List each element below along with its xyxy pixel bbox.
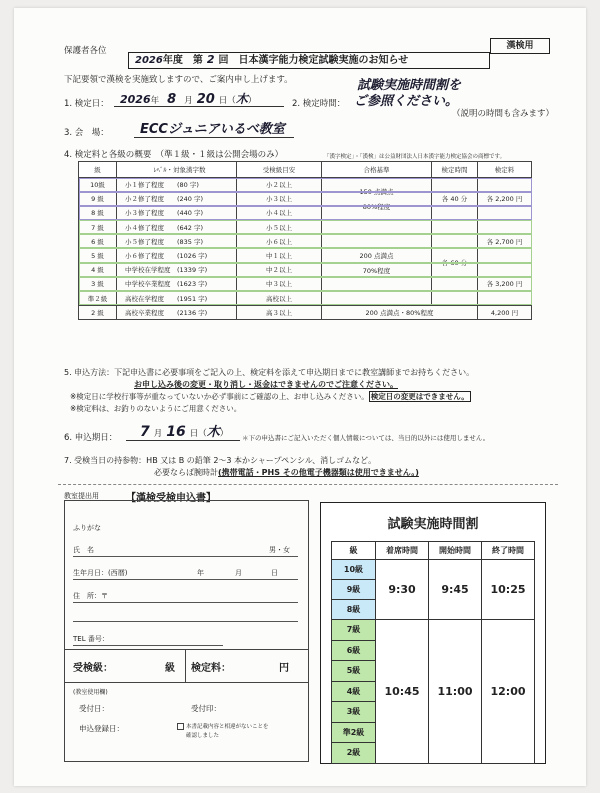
row-guide: 小５以上 <box>237 220 322 234</box>
fee-group-d: 4,200 円 <box>478 305 532 319</box>
confirm-checkbox[interactable] <box>177 723 184 730</box>
intro-text: 下記要領で漢検を実施致しますので、ご案内申し上げます。 <box>64 75 293 85</box>
pass-a-points: 150 点満点 <box>359 187 394 196</box>
deadline-date <box>126 421 240 441</box>
row-level: 8 級 <box>79 206 117 220</box>
tel-line[interactable] <box>73 645 223 646</box>
deadline-label: 6. 申込期日： <box>64 433 118 443</box>
date-month: 8 <box>167 92 177 107</box>
address-label: 住 所：〒 <box>73 592 108 600</box>
fee-group-c: 各 3,200 円 <box>478 263 532 306</box>
deadline-day-unit: 日（ <box>189 429 207 439</box>
school-event-text: ※検定日に学校行事等が重なっていないか必ず事前にご確認の上、お申し込みください。 <box>70 392 369 401</box>
row-target: 中学校卒業程度 (1623 字) <box>117 277 237 291</box>
row-target: 小１修了程度 (80 字) <box>117 178 237 192</box>
pass-group-a <box>322 178 432 221</box>
address-line-1[interactable] <box>73 602 298 603</box>
row-target: 小４修了程度 (642 字) <box>117 220 237 234</box>
schedule-box <box>320 502 546 764</box>
sched-level: 7級 <box>332 620 376 641</box>
row-target: 小３修了程度 (440 字) <box>117 206 237 220</box>
cut-line <box>58 484 558 485</box>
row-level: 6 級 <box>79 234 117 248</box>
time-hand-note-2: ご参照ください。 <box>354 94 459 109</box>
received-stamp-label: 受付印： <box>191 704 221 713</box>
sched-level: 6級 <box>332 640 376 661</box>
venue-label: 3. 会 場： <box>64 128 109 138</box>
row-level: 5 級 <box>79 248 117 262</box>
schedule-table <box>331 541 535 764</box>
office-use-label: (教室使用欄) <box>73 689 108 696</box>
row-level: 7 級 <box>79 220 117 234</box>
row-level: 準２級 <box>79 291 117 305</box>
table-row <box>79 178 532 192</box>
privacy-note: ＊下の申込書にご記入いただく個人情報については、当日的以外には使用しません。 <box>242 434 490 442</box>
birth-year-unit: 年 <box>197 569 204 577</box>
schedule-header-row <box>332 542 535 560</box>
sched-level: 9級 <box>332 580 376 600</box>
watch-text: 必要ならば腕時計 <box>154 468 218 477</box>
row-target: 高校卒業程度 (2136 字) <box>117 305 237 319</box>
sched-level: 8級 <box>332 600 376 620</box>
form-vdivider <box>185 650 186 682</box>
row-guide: 高校以上 <box>237 291 322 305</box>
table-row <box>79 305 532 319</box>
trademark-note: 「漢字検定」・「漢検」は公益財団法人日本漢字能力検定協会の商標です。 <box>324 154 506 160</box>
time-hand-note-1: 試験実施時間割を <box>357 78 462 93</box>
date-day-unit: 日（ <box>218 96 236 106</box>
row-level: 2 級 <box>79 305 117 319</box>
addressee: 保護者各位 <box>64 46 107 56</box>
row-target: 小５修了程度 (835 字) <box>117 234 237 248</box>
confirm-text-1: 本書記載内容と相違がないことを <box>186 724 269 730</box>
sched-level: 準2級 <box>332 722 376 743</box>
registered-label: 申込登録日： <box>79 724 124 733</box>
date-change-warning: 検定日の変更はできません。 <box>370 392 469 401</box>
notice-document <box>14 8 586 786</box>
fee-field-label: 検定料： <box>191 663 231 674</box>
items-to-bring: 7. 受検当日の持参物：HB 又は B の鉛筆 2～3 本かシャープペンシル、消しゴムなど。 <box>64 456 377 465</box>
page-title <box>128 52 490 69</box>
col-guide: 受検級目安 <box>237 162 322 178</box>
level-unit: 級 <box>165 663 175 674</box>
time-group-a: 各 40 分 <box>432 178 478 221</box>
row-guide: 小６以上 <box>237 234 322 248</box>
schedule-row <box>332 620 535 641</box>
col-target: ﾚﾍﾞﾙ・対象漢字数 <box>117 162 237 178</box>
schedule-title: 試験実施時間割 <box>387 517 479 532</box>
sched-start-b: 11:00 <box>429 620 482 764</box>
no-change-warning: お申し込み後の変更・取り消し・返金はできませんのでご注意ください。 <box>134 380 398 389</box>
watch-note <box>154 467 419 478</box>
form-office-label: 教室提出用 <box>64 492 99 500</box>
date-month-unit: 月 <box>184 96 193 106</box>
row-guide: 小４以上 <box>237 206 322 220</box>
deadline-month-unit: 月 <box>153 429 163 439</box>
sched-level: 2級 <box>332 743 376 764</box>
row-guide: 小３以上 <box>237 192 322 206</box>
birth-label: 生年月日：(西暦) <box>73 569 128 577</box>
sched-start-a: 9:45 <box>429 560 482 620</box>
sched-level: 10級 <box>332 560 376 580</box>
sched-level: 5級 <box>332 661 376 682</box>
col-level: 級 <box>79 162 117 178</box>
date-close: ） <box>247 96 257 106</box>
date-day: 20 <box>196 92 215 107</box>
date-year: 2026 <box>120 93 151 106</box>
tel-label: TEL 番号： <box>73 635 109 643</box>
furigana-label: ふりがな <box>73 524 101 532</box>
sched-level: 3級 <box>332 702 376 723</box>
time-label: 2. 検定時間： <box>292 99 346 109</box>
row-guide: 中２以上 <box>237 263 322 277</box>
row-guide: 中３以上 <box>237 277 322 291</box>
row-target: 小２修了程度 (240 字) <box>117 192 237 206</box>
deadline-day: 16 <box>166 424 186 440</box>
time-note: （説明の時間も含みます） <box>452 109 555 119</box>
deadline-weekday: 木 <box>206 425 220 440</box>
row-level: 3 級 <box>79 277 117 291</box>
title-round: 2 <box>206 53 215 66</box>
sched-col-level: 級 <box>332 542 376 560</box>
address-line-2[interactable] <box>73 621 298 622</box>
time-group-b: 各 60 分 <box>432 220 478 305</box>
sched-col-end: 終了時間 <box>482 542 535 560</box>
deadline-month: 7 <box>140 424 150 440</box>
overview-label: 4. 検定料と各級の概要 （準１級・１級は公開会場のみ） <box>64 150 284 160</box>
pass-group-b <box>322 220 432 305</box>
sched-end-a: 10:25 <box>482 560 535 620</box>
fee-unit: 円 <box>279 663 289 674</box>
badge-kanken: 漢検用 <box>490 38 550 54</box>
title-mid: 年度 第 <box>162 55 203 66</box>
birth-line[interactable] <box>73 579 298 580</box>
sched-seat-b: 10:45 <box>376 620 429 764</box>
fee-note: ※検定料は、お釣りのないようにご用意ください。 <box>70 404 242 413</box>
pass-group-c: 200 点満点・80%程度 <box>322 305 478 319</box>
device-warning: (携帯電話・PHS その他電子機器類は使用できません。) <box>218 468 419 477</box>
pass-b-rate: 70%程度 <box>362 266 391 275</box>
application-form <box>64 500 309 762</box>
col-fee: 検定料 <box>478 162 532 178</box>
form-divider <box>65 649 308 650</box>
levels-table <box>78 161 532 320</box>
received-date-label: 受付日： <box>79 704 109 713</box>
birth-month-unit: 月 <box>235 569 242 577</box>
date-weekday: 木 <box>235 92 248 106</box>
sched-end-b: 12:00 <box>482 620 535 764</box>
date-label: 1. 検定日： <box>64 99 109 109</box>
apply-method: 5. 申込方法：下記申込書に必要事項をご記入の上、検定料を添えて申込期日までに教室講師までお持ちください。 <box>64 368 475 377</box>
row-guide: 高３以上 <box>237 305 322 319</box>
sched-col-start: 開始時間 <box>429 542 482 560</box>
deadline-close: ） <box>219 429 229 439</box>
gender-field[interactable]: 男・女 <box>269 546 290 554</box>
pass-a-rate: 80%程度 <box>362 202 391 211</box>
row-guide: 中１以上 <box>237 248 322 262</box>
row-target: 小６修了程度 (1026 字) <box>117 248 237 262</box>
sched-level: 4級 <box>332 681 376 702</box>
exam-date <box>114 90 284 107</box>
row-guide: 小２以上 <box>237 178 322 192</box>
fee-group-a: 各 2,200 円 <box>478 178 532 221</box>
confirm-text-2: 確認しました <box>186 733 220 739</box>
date-year-unit: 年 <box>150 96 160 106</box>
name-line[interactable] <box>73 556 298 557</box>
name-label: 氏 名 <box>73 546 94 554</box>
level-field-label: 受検級： <box>73 663 113 674</box>
sched-seat-a: 9:30 <box>376 560 429 620</box>
row-level: 4 級 <box>79 263 117 277</box>
school-event-note <box>70 391 471 402</box>
venue-value: ECCジュニアいるべ教室 <box>134 118 294 138</box>
col-pass: 合格基準 <box>322 162 432 178</box>
form-title: 【漢検受検申込書】 <box>126 493 216 504</box>
form-divider-2 <box>65 682 308 683</box>
title-rest: 回 日本漢字能力検定試験実施のお知らせ <box>218 55 409 66</box>
title-year: 2026 <box>135 55 163 66</box>
table-row <box>79 220 532 234</box>
sched-col-seat: 着席時間 <box>376 542 429 560</box>
row-level: 10級 <box>79 178 117 192</box>
row-level: 9 級 <box>79 192 117 206</box>
fee-group-b: 各 2,700 円 <box>478 220 532 263</box>
row-target: 中学校在学程度 (1339 字) <box>117 263 237 277</box>
birth-day-unit: 日 <box>271 569 278 577</box>
row-target: 高校在学程度 (1951 字) <box>117 291 237 305</box>
col-time: 検定時間 <box>432 162 478 178</box>
pass-b-points: 200 点満点 <box>359 251 394 260</box>
levels-header-row <box>79 162 532 178</box>
schedule-row <box>332 560 535 580</box>
